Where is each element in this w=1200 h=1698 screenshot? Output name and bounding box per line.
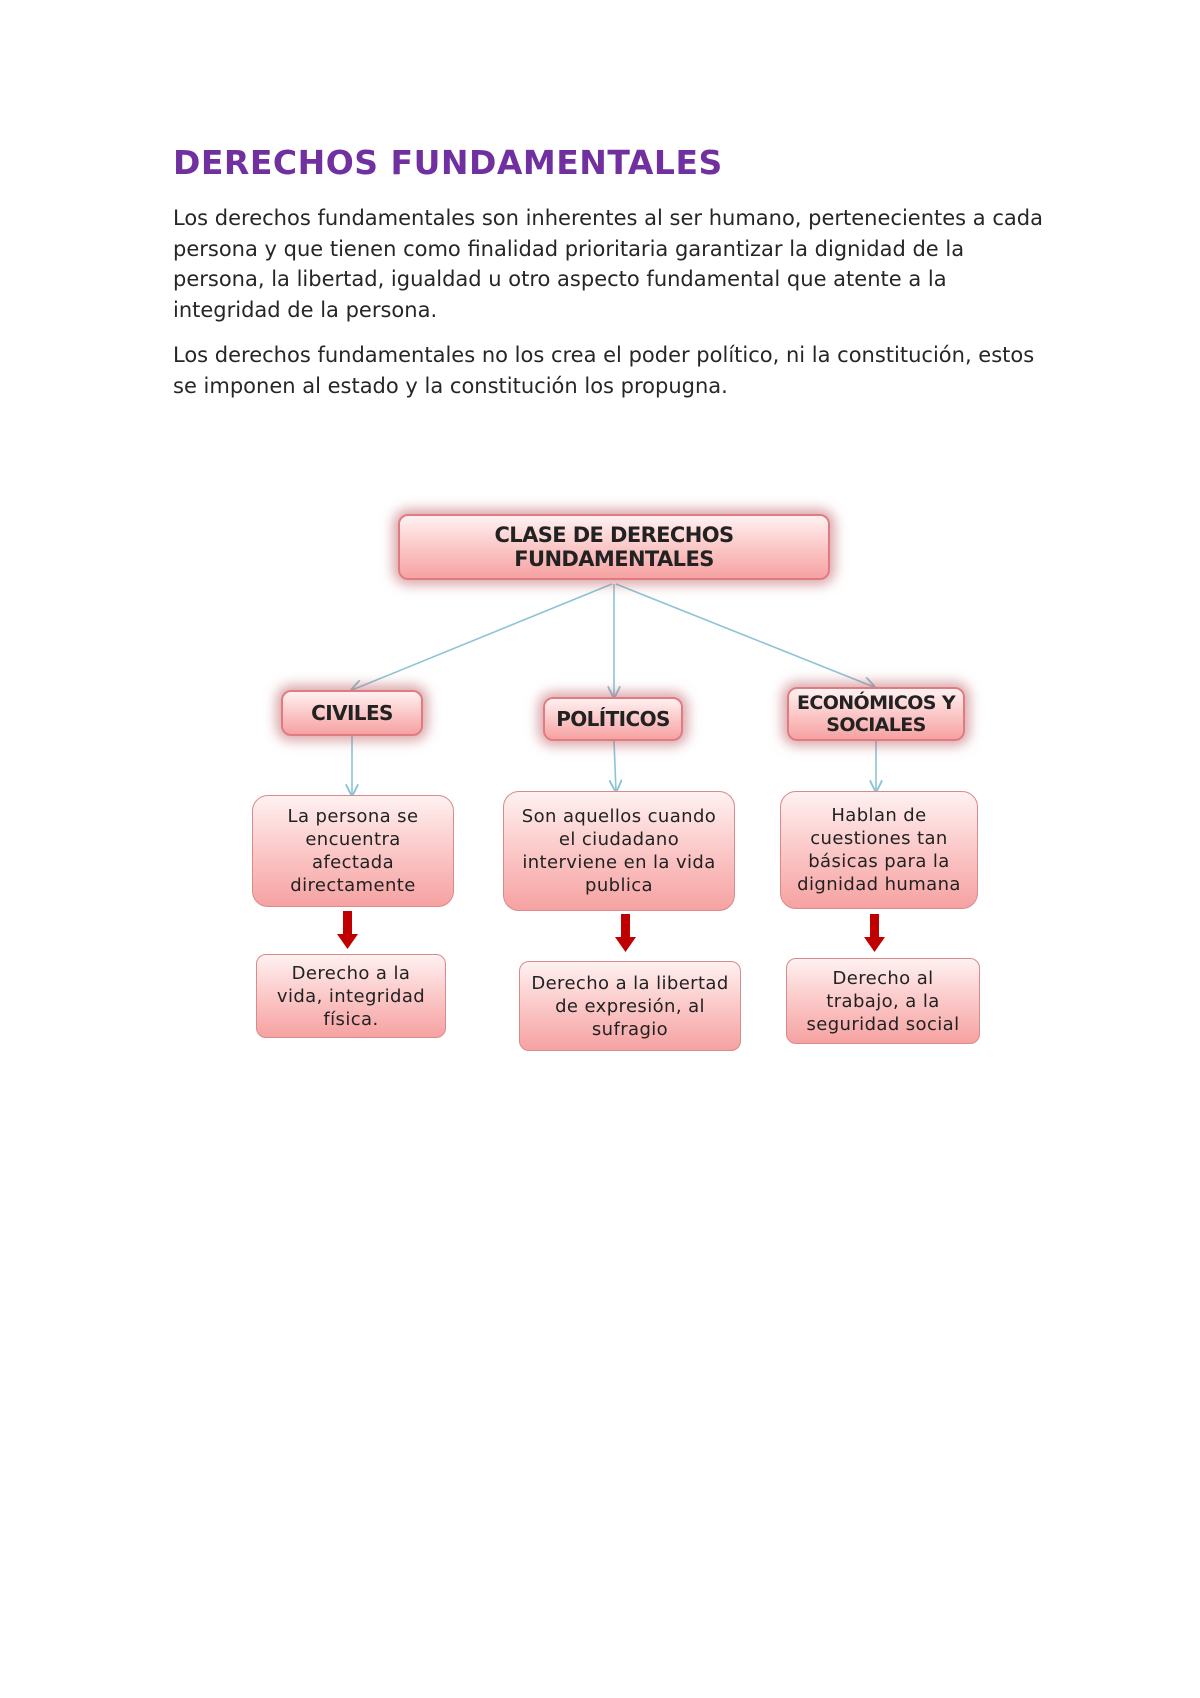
category-civiles: CIVILES [281,690,423,736]
down-arrow-icon [864,914,885,952]
down-arrow-icon [615,914,636,952]
category-politicos: POLÍTICOS [543,697,683,741]
politicos-example: Derecho a la libertad de expresión, al sufragio [519,961,741,1051]
politicos-description: Son aquellos cuando el ciudadano interviene en la vida publica [503,791,735,911]
civiles-example: Derecho a la vida, integridad física. [256,954,446,1038]
down-arrow-icon [337,911,358,949]
page-title: DERECHOS FUNDAMENTALES [173,143,723,182]
intro-paragraph: Los derechos fundamentales son inherentes al ser humano, pertenecientes a cada persona y que tienen como finalidad prioritaria garantizar la dignidad de la persona, la libertad, igualdad u otro aspecto fundamental que atente a la integridad de la persona. [173,206,1043,322]
connector-politicos-desc [614,741,616,791]
connector-root-economicos [616,584,874,687]
category-economicos-sociales: ECONÓMICOS Y SOCIALES [787,687,965,741]
root-node: CLASE DE DERECHOS FUNDAMENTALES [398,514,830,580]
economicos-description: Hablan de cuestiones tan básicas para la dignidad humana [780,791,978,909]
economicos-example: Derecho al trabajo, a la seguridad social [786,958,980,1044]
civiles-description: La persona se encuentra afectada directamente [252,795,454,907]
connector-root-civiles [352,584,612,690]
second-paragraph: Los derechos fundamentales no los crea el poder político, ni la constitución, estos se imponen al estado y la constitución los propugna. [173,343,1035,398]
